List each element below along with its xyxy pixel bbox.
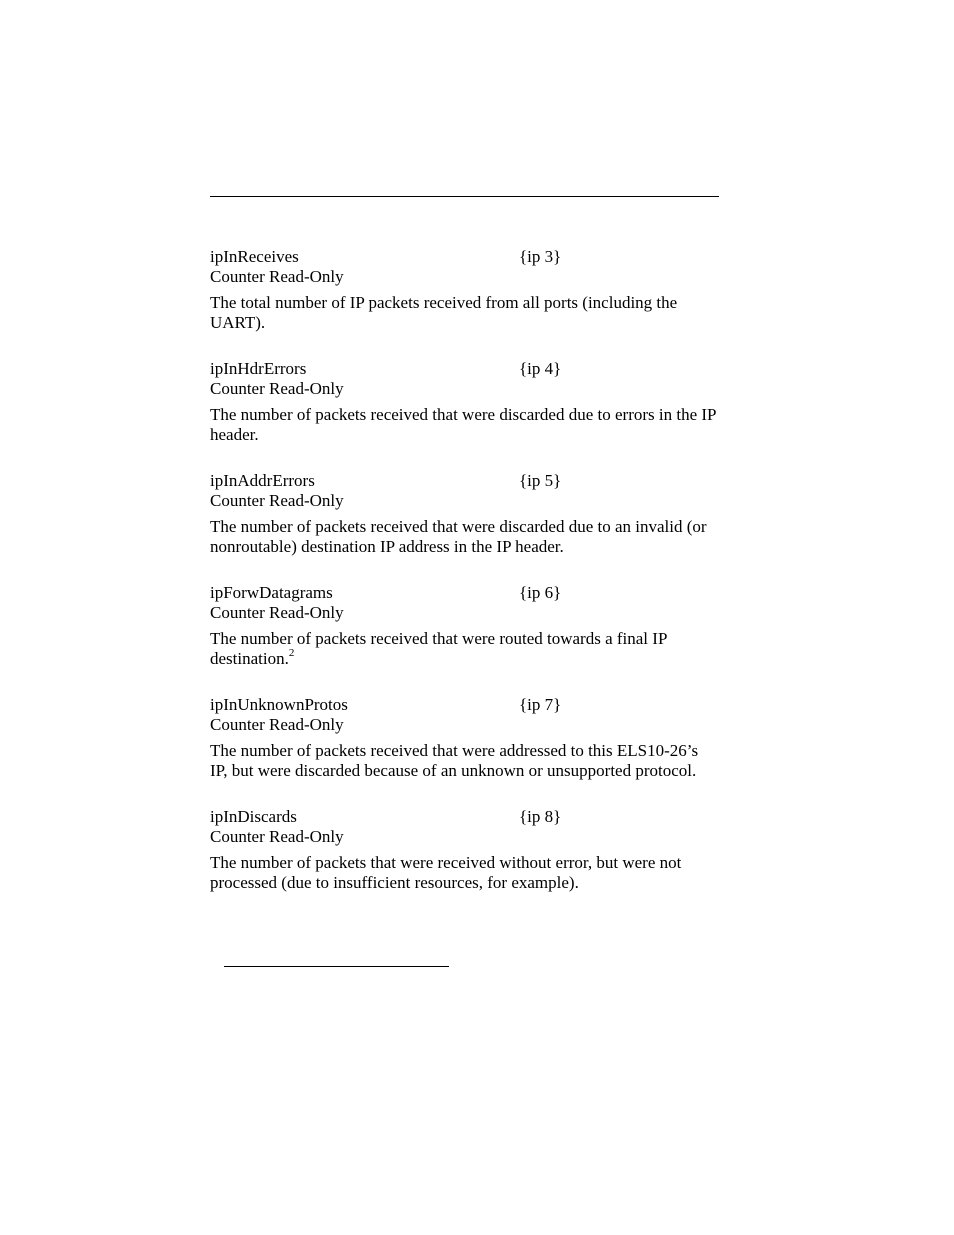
entry-header (210, 358, 719, 379)
object-oid: {ip 4} (519, 359, 562, 378)
entry-header (210, 694, 719, 715)
object-description: The number of packets received that were discarded due to an invalid (or nonroutable) destination IP address in the IP header. (210, 517, 707, 556)
object-description: The number of packets received that were addressed to this ELS10-26’s IP, but were discarded because of an unknown or unsupported protocol. (210, 741, 699, 780)
object-name: ipInReceives (210, 247, 299, 266)
object-type: Counter Read-Only (210, 491, 344, 510)
object-oid: {ip 3} (519, 247, 562, 266)
footnote-reference[interactable]: 2 (288, 647, 295, 660)
entry-header (210, 470, 719, 491)
object-oid: {ip 6} (519, 583, 562, 602)
object-oid: {ip 5} (519, 471, 562, 490)
object-name: ipInHdrErrors (210, 359, 307, 378)
object-description: The total number of IP packets received from all ports (including the UART). (210, 293, 678, 332)
object-type: Counter Read-Only (210, 267, 344, 286)
object-type: Counter Read-Only (210, 715, 344, 734)
mib-entry-ipforwdatagrams (210, 582, 719, 669)
object-oid: {ip 8} (519, 807, 562, 826)
object-name: ipForwDatagrams (210, 583, 333, 602)
footnote-separator (224, 966, 449, 967)
object-name: ipInAddrErrors (210, 471, 315, 490)
mib-entry-ipinunknownprotos (210, 694, 719, 781)
mib-object-list (210, 246, 719, 918)
object-type: Counter Read-Only (210, 379, 344, 398)
entry-header (210, 246, 719, 267)
object-description (210, 629, 719, 669)
mib-entry-ipindiscards (210, 806, 719, 893)
description-text: The number of packets received that were routed towards a final IP destination. (210, 629, 667, 668)
object-description: The number of packets that were received without error, but were not processed (due to insufficient resources, for example). (210, 853, 682, 892)
entry-header (210, 806, 719, 827)
mib-entry-ipinhdrerrors (210, 358, 719, 445)
object-oid: {ip 7} (519, 695, 562, 714)
object-name: ipInUnknownProtos (210, 695, 348, 714)
mib-entry-ipinaddrerrors (210, 470, 719, 557)
entry-header (210, 582, 719, 603)
header-rule (210, 196, 719, 197)
object-type: Counter Read-Only (210, 603, 344, 622)
object-description: The number of packets received that were discarded due to errors in the IP header. (210, 405, 716, 444)
object-type: Counter Read-Only (210, 827, 344, 846)
object-name: ipInDiscards (210, 807, 297, 826)
mib-entry-ipinreceives (210, 246, 719, 333)
